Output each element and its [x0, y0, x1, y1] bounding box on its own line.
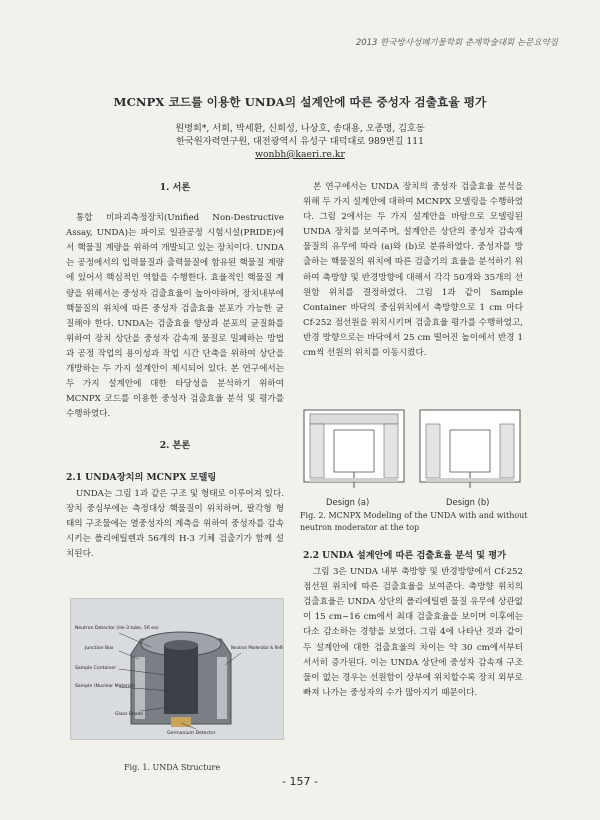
author-list: 원병희*, 서희, 박세환, 신희성, 나상호, 송대용, 오종명, 김호동 — [175, 123, 425, 134]
intro-paragraph: 통합 비파괴측정장치(Unified Non-Destructive Assay, UNDA)는 파이로 일관공정 시험시설(PRIDE)에서 핵물질 계량을 위하여 개발되고 있는 장치이다. UNDA는 공정에서의 입력물질과 출력물질에 함유된 핵물질 계량에 있어서 핵심적인 역할을 수행한다. 효율적인 핵물질 계량을 위해서는 중성자 검출효율이 높아야하며, 장치내부에 핵물질의 위치에 따른 중성자 검출효율 분포가 가능한 균질해야 한다. UNDA는 검출효율 향상과 분포의 균질화를 위하여 장치 상단을 중성자 감속재 물질로 밀폐하는 방법과 공정 작업의 용이성과 작업 시간 단축을 위하여 상단을 개방하는 두 가지 설계안이 제시되어 있다. 본 연구에서는 두 가지 설계안에 대한 타당성을 분석하기 위하여 MCNPX 코드를 이용한 중성자 검출효율 분석 및 평가를 수행하였다. — [66, 213, 284, 420]
figure-1-image — [70, 598, 284, 740]
left-column — [66, 180, 284, 562]
figure-2-caption: Fig. 2. MCNPX Modeling of the UNDA with and without neutron moderator at the top — [300, 511, 528, 532]
modeling-paragraph: 본 연구에서는 UNDA 장치의 중성자 검출효율 분석을 위해 두 가지 설계안에 대하여 MCNPX 모델링을 수행하였다. 그림 2에서는 두 가지 설계안을 바탕으로 모델링된 UNDA 장치를 보여주며, 설계안은 상단의 중성자 감속재 물질의 유무에 따라 (a)와 (b)로 분류하였다. 중성자를 방출하는 핵물질의 위치에 따른 검출기의 효율을 분석하기 위하여 축방향 및 반경방향에 대해서 각각 50개와 35개의 선원함 위치를 결정하였다. 그림 1과 같이 Sample Container 바닥의 중심위치에서 축방향으로 1 cm 마다 Cf-252 점선원을 위치시키며 검출효율 평가를 수행하였고, 반경 방향으로는 바닥에서 25 cm 떨어진 높이에서 반경 1 cm씩 선원의 위치를 이동시켰다. — [303, 182, 523, 359]
body-heading: 2. 본론 — [159, 440, 191, 452]
design-comparison-illustration — [300, 404, 528, 494]
label-glass-beads: Glass Beads — [115, 712, 143, 717]
label-junction-box: Junction Box — [85, 646, 114, 651]
label-sample: Sample (Nuclear Material) — [75, 684, 136, 689]
figure-2-image — [300, 404, 528, 494]
right-column-bottom — [303, 548, 523, 701]
affiliation: 한국원자력연구원, 대전광역시 유성구 대덕대로 989번길 111 — [176, 136, 424, 147]
label-moderator: Neutron Moderator & Refl — [231, 645, 283, 650]
paper-title: MCNPX 코드를 이용한 UNDA의 설계안에 따른 중성자 검출효율 평가 — [113, 95, 487, 109]
label-sample-container: Sample Container — [75, 666, 117, 671]
design-a-label: Design (a) — [326, 497, 370, 507]
section-2-2-heading: 2.2 UNDA 설계안에 따른 검출효율 분석 및 평가 — [303, 550, 507, 561]
running-head: 2013 한국방사성폐기물학회 춘계학술대회 논문요약집 — [355, 38, 558, 48]
section-2-1-paragraph: UNDA는 그림 1과 같은 구조 및 형태로 이루어져 있다. 장치 중심부에는 측정대상 핵물질이 위치하며, 팔각형 형태의 구조물에는 열중성자의 계측을 위하여 중성자를 감속시키는 폴리에틸렌과 56개의 H-3 기체 검출기가 함께 설치된다. — [66, 488, 284, 559]
section-2-2-paragraph: 그림 3은 UNDA 내부 축방향 및 반경방향에서 Cf-252 점선원 위치에 따른 검출효율을 보여준다. 축방향 위치의 검출효율은 UNDA 상단의 폴리에틸렌 물질 유무에 상관없이 15 cm~16 cm에서 최대 검출효율을 보이며 이후에는 다소 감소하는 경향을 보였다. 그림 4에 나타난 것과 같이 두 설계안에 대한 검출효율의 차이는 약 30 cm에서부터 서서히 증가된다. 이는 UNDA 상단에 중성자 감속재 구조물이 없는 경우는 선원함이 상부에 위치할수록 장치 외부로 빠져 나가는 중성자의 수가 많아지기 때문이다. — [303, 567, 523, 698]
label-germanium-detector: Germanium Detector — [167, 731, 216, 736]
email-link[interactable]: wonbh@kaeri.re.kr — [255, 149, 345, 160]
section-2-1-heading: 2.1 UNDA장치의 MCNPX 모델링 — [66, 471, 217, 483]
intro-heading: 1. 서론 — [159, 182, 191, 193]
figure-1-caption: Fig. 1. UNDA Structure — [124, 763, 221, 772]
author-block — [0, 122, 600, 161]
unda-structure-illustration — [71, 599, 283, 739]
design-b-label: Design (b) — [446, 497, 490, 507]
right-column-top — [303, 180, 523, 361]
label-neutron-detector: Neutron Detector (He-3 tube, 56 ea) — [75, 626, 159, 631]
page-number: - 157 - — [282, 775, 318, 788]
